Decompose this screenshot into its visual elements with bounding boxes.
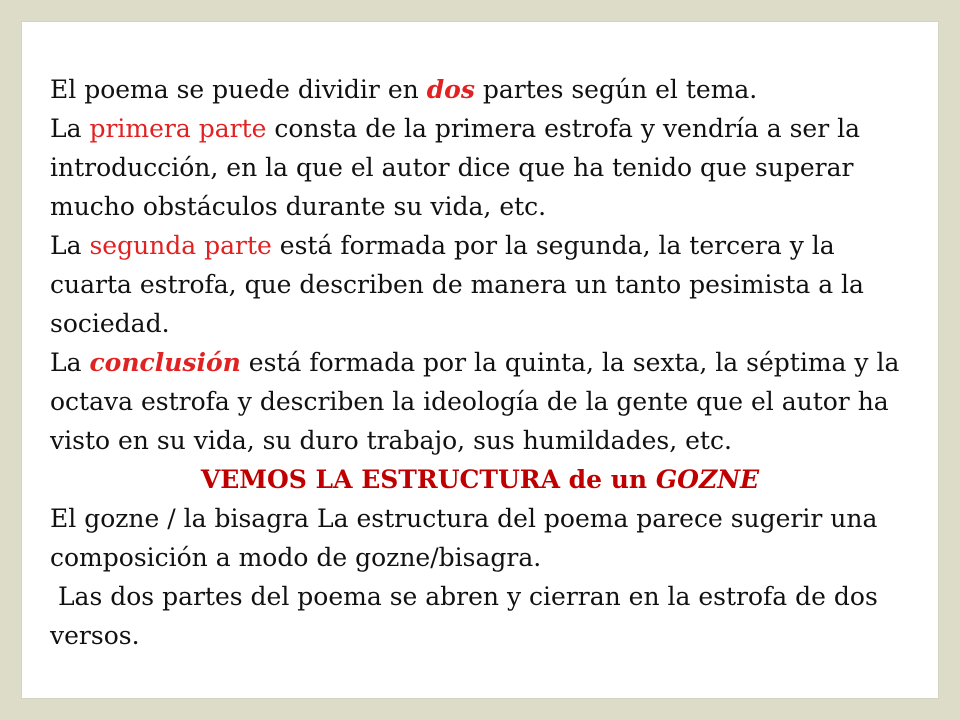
emphasis-primera-parte: primera parte xyxy=(89,114,267,143)
slide-body xyxy=(50,70,910,655)
emphasis-segunda-parte: segunda parte xyxy=(89,231,272,260)
paragraph-conclusion: La conclusión está formada por la quinta, la sexta, la séptima y la octava estrofa y describen la ideología de la gente que el autor ha visto en su vida, su duro trabajo, sus humildades, etc. xyxy=(50,348,900,455)
paragraph-segunda-parte: La segunda parte está formada por la segunda, la tercera y la cuarta estrofa, que describen de manera un tanto pesimista a la sociedad. xyxy=(50,231,864,338)
emphasis-dos: dos xyxy=(426,75,475,104)
emphasis-conclusion: conclusión xyxy=(89,348,241,377)
paragraph-primera-parte: La primera parte consta de la primera estrofa y vendría a ser la introducción, en la que el autor dice que ha tenido que superar mucho obstáculos durante su vida, etc. xyxy=(50,114,861,221)
section-heading: VEMOS LA ESTRUCTURA de un GOZNE xyxy=(200,465,760,494)
paragraph-gozne: El gozne / la bisagra La estructura del poema parece sugerir una composición a modo de gozne/bisagra. xyxy=(50,504,878,572)
paragraph-dos-partes: Las dos partes del poema se abren y cierran en la estrofa de dos versos. xyxy=(50,582,886,650)
heading-gozne: GOZNE xyxy=(655,465,760,494)
paragraph-division: El poema se puede dividir en dos partes según el tema. xyxy=(50,75,758,104)
